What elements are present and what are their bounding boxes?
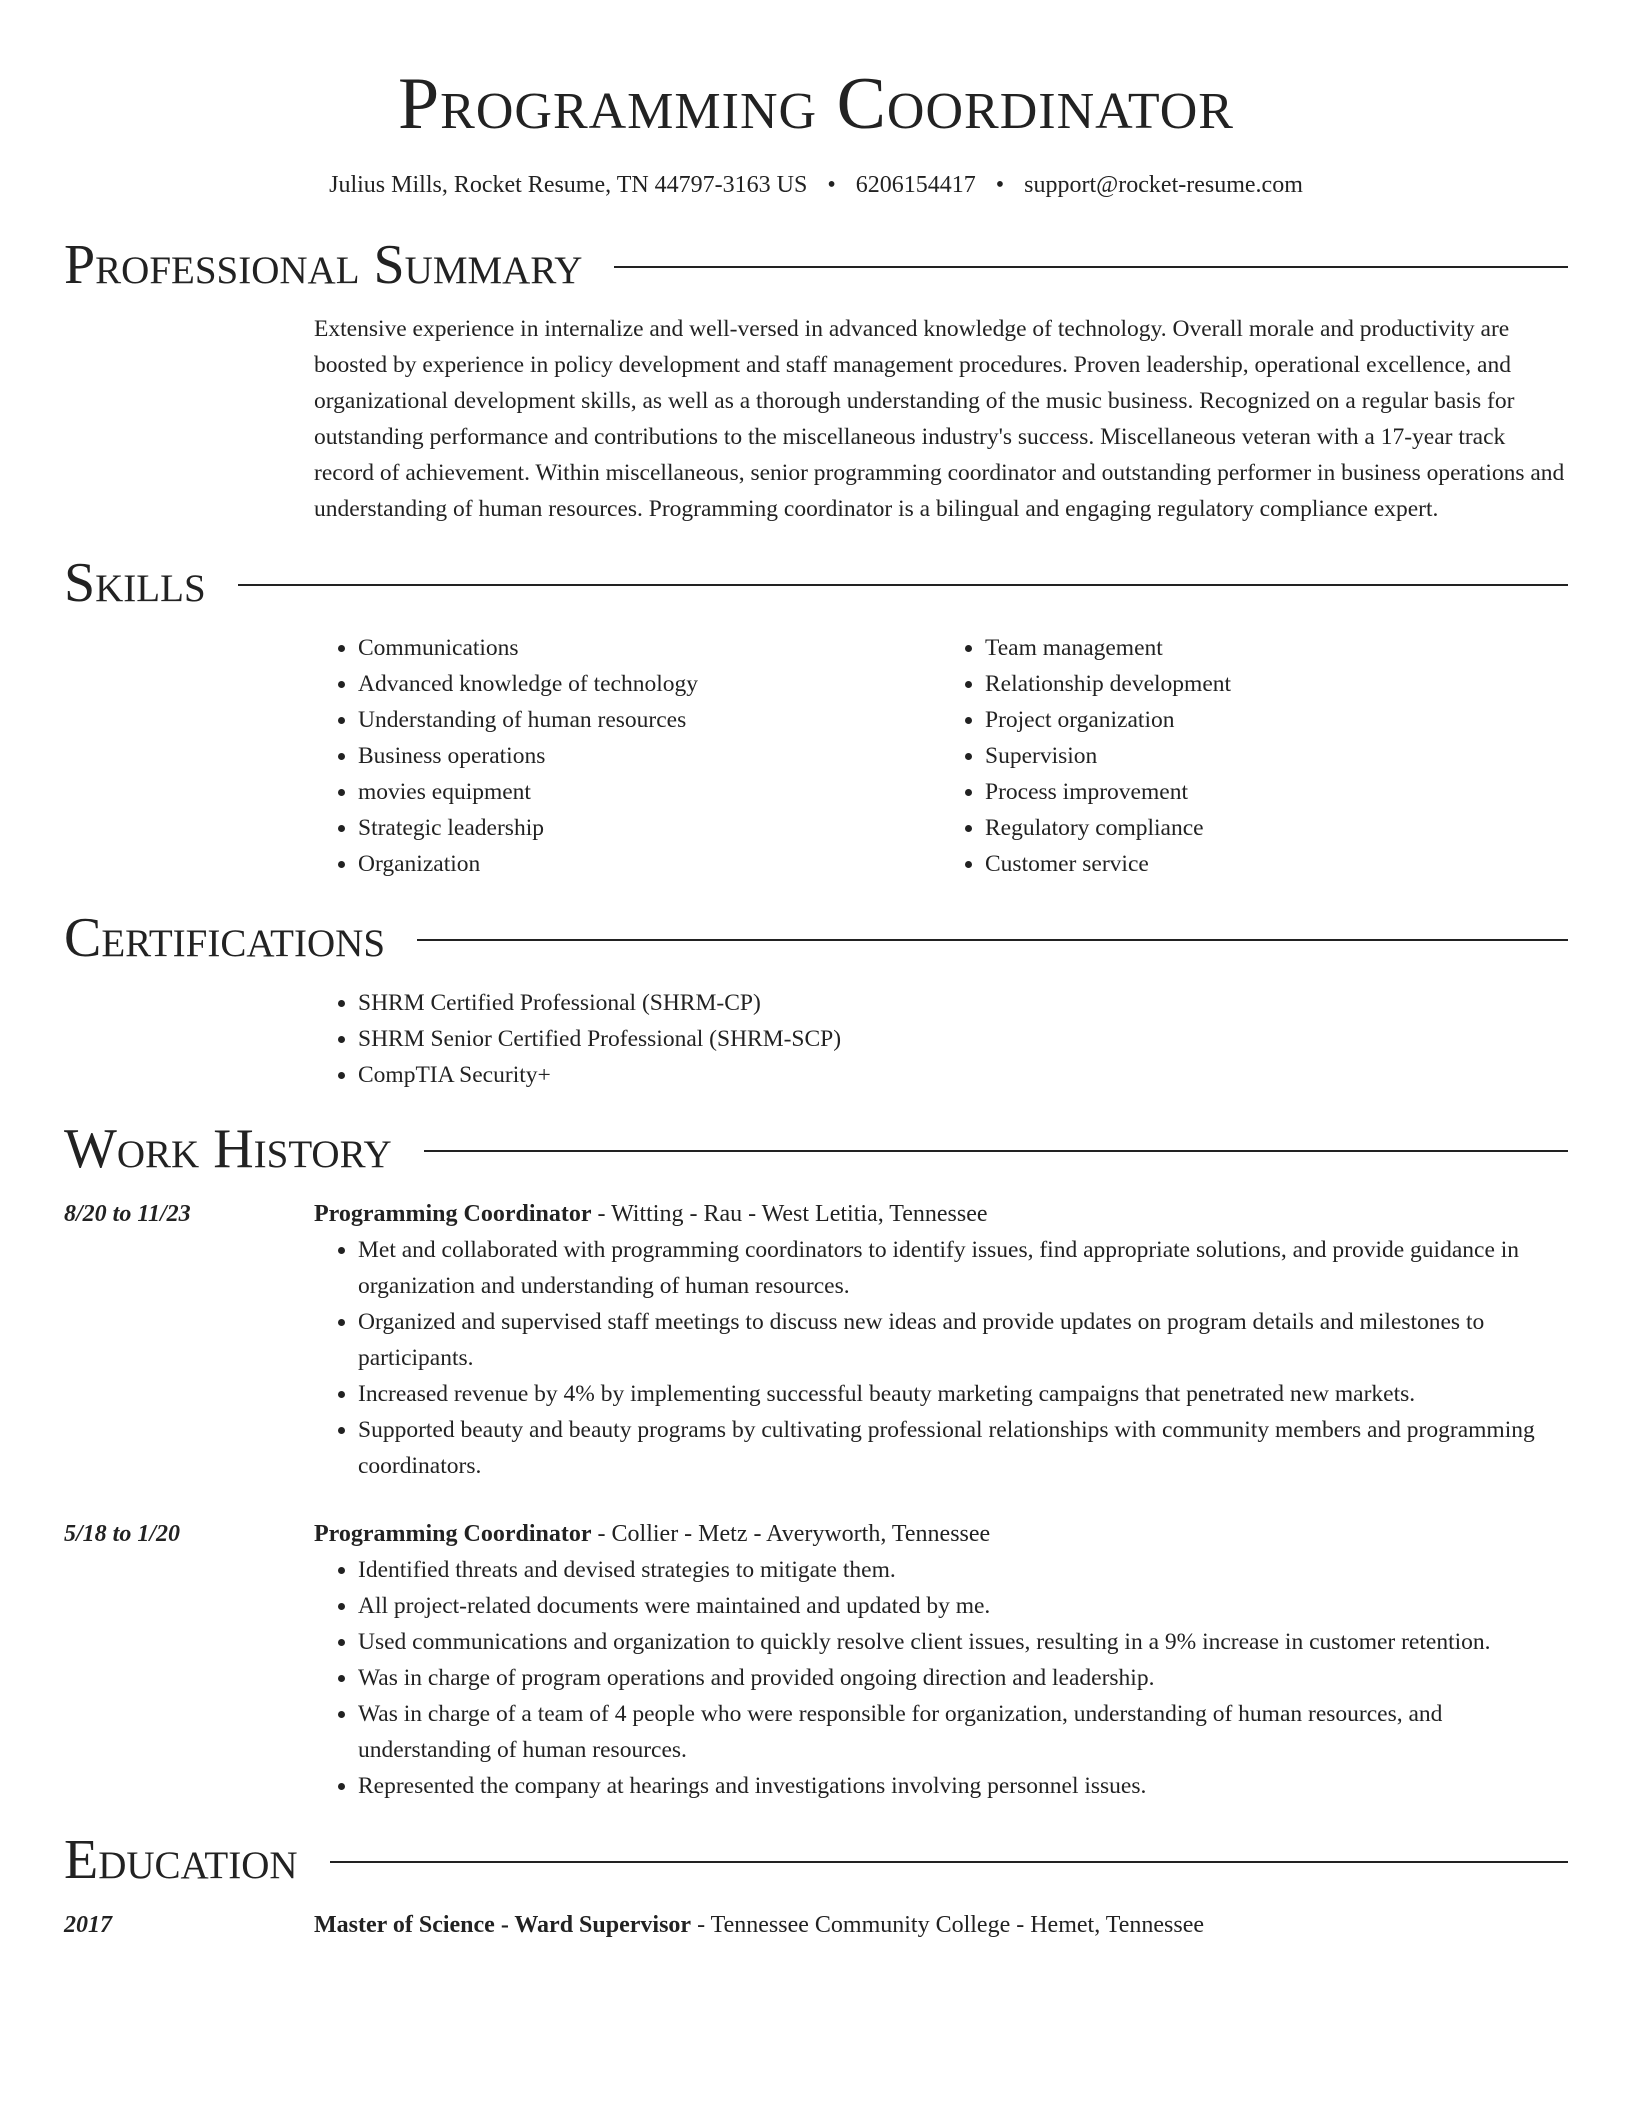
work-history-section (64, 1117, 1568, 1804)
section-divider (330, 1861, 1568, 1863)
skill-item: • Organization (358, 846, 941, 882)
section-divider (614, 266, 1568, 268)
skills-title: Skills (64, 552, 206, 614)
skills-header (64, 551, 1568, 615)
certifications-section (64, 906, 1568, 1093)
education-details (314, 1907, 1568, 1943)
candidate-name: Programming Coordinator (398, 63, 1234, 145)
job-bullet: • Identified threats and devised strategies to mitigate them. (358, 1552, 1568, 1588)
education-entry (64, 1907, 1568, 1943)
skill-item: • Team management (985, 630, 1568, 666)
skills-section (64, 551, 1568, 882)
certifications-list (314, 985, 1568, 1093)
summary-title: Professional Summary (64, 234, 583, 296)
job-company: - Witting - Rau - West Letitia, Tennessee (591, 1201, 988, 1227)
job-entry (64, 1516, 1568, 1804)
contact-address: Julius Mills, Rocket Resume, TN 44797-3163 US (329, 172, 808, 198)
certifications-title: Certifications (64, 907, 386, 969)
summary-section (64, 233, 1568, 527)
education-title: Education (64, 1829, 298, 1891)
certification-item: • SHRM Certified Professional (SHRM-CP) (358, 985, 1568, 1021)
job-bullet: • Used communications and organization to quickly resolve client issues, resulting in a 9% increase in customer retention. (358, 1624, 1568, 1660)
certification-item: • SHRM Senior Certified Professional (SHRM-SCP) (358, 1021, 1568, 1057)
contact-email: support@rocket-resume.com (1024, 172, 1303, 198)
contact-separator: • (995, 172, 1005, 198)
skill-item: • Business operations (358, 738, 941, 774)
job-details (314, 1196, 1568, 1484)
skill-item: • Customer service (985, 846, 1568, 882)
job-bullet: • Was in charge of program operations and provided ongoing direction and leadership. (358, 1660, 1568, 1696)
certifications-body (314, 985, 1568, 1093)
skill-item: • Strategic leadership (358, 810, 941, 846)
skill-item: • movies equipment (358, 774, 941, 810)
job-bullet: • All project-related documents were maintained and updated by me. (358, 1588, 1568, 1624)
section-divider (238, 584, 1568, 586)
skill-item: • Relationship development (985, 666, 1568, 702)
work-history-header (64, 1117, 1568, 1181)
job-heading (314, 1196, 1568, 1232)
contact-separator: • (827, 172, 836, 198)
education-year: 2017 (64, 1912, 112, 1938)
education-section (64, 1828, 1568, 1943)
job-title: Programming Coordinator (314, 1201, 592, 1227)
summary-text: Extensive experience in internalize and well-versed in advanced knowledge of technology. Overall morale and productivity are boosted by experience in policy development and staff management procedures. Proven leadership, operational excellence, and organizational development skills, as well as a thorough understanding of the music business. Recognized on a regular basis for outstanding performance and contributions to the miscellaneous industry's success. Miscellaneous veteran with a 17-year track record of achievement. Within miscellaneous, senior programming coordinator and outstanding performer in business operations and understanding of human resources. Programming coordinator is a bilingual and engaging regulatory compliance expert. (314, 316, 1565, 522)
skill-item: • Communications (358, 630, 941, 666)
contact-line (64, 170, 1568, 200)
summary-header (64, 233, 1568, 297)
skills-list-left (314, 630, 941, 882)
contact-phone: 6206154417 (855, 172, 976, 198)
job-dates: 5/18 to 1/20 (64, 1521, 181, 1547)
job-bullets (314, 1552, 1568, 1804)
certifications-header (64, 906, 1568, 970)
job-heading (314, 1516, 1568, 1552)
job-details (314, 1516, 1568, 1804)
education-header (64, 1828, 1568, 1892)
job-bullets (314, 1232, 1568, 1484)
skill-item: • Understanding of human resources (358, 702, 941, 738)
skills-list-right (941, 630, 1568, 882)
job-bullet: • Represented the company at hearings and investigations involving personnel issues. (358, 1768, 1568, 1804)
job-bullet: • Organized and supervised staff meetings to discuss new ideas and provide updates on program details and milestones to participants. (358, 1304, 1568, 1376)
job-bullet: • Increased revenue by 4% by implementing successful beauty marketing campaigns that penetrated new markets. (358, 1376, 1568, 1412)
job-bullet: • Met and collaborated with programming coordinators to identify issues, find appropriate solutions, and provide guidance in organization and understanding of human resources. (358, 1232, 1568, 1304)
education-degree: Master of Science - Ward Supervisor (314, 1912, 692, 1938)
skill-item: • Advanced knowledge of technology (358, 666, 941, 702)
job-bullet: • Was in charge of a team of 4 people who were responsible for organization, understanding of human resources, and understanding of human resources. (358, 1696, 1568, 1768)
job-bullet: • Supported beauty and beauty programs by cultivating professional relationships with community members and programming coordinators. (358, 1412, 1568, 1484)
job-title: Programming Coordinator (314, 1521, 592, 1547)
education-heading (314, 1907, 1568, 1943)
job-dates: 8/20 to 11/23 (64, 1201, 191, 1227)
skill-item: • Regulatory compliance (985, 810, 1568, 846)
certification-item: • CompTIA Security+ (358, 1057, 1568, 1093)
skills-columns (314, 630, 1568, 882)
section-divider (417, 939, 1568, 941)
section-divider (424, 1150, 1568, 1152)
skill-item: • Project organization (985, 702, 1568, 738)
job-entry (64, 1196, 1568, 1484)
work-history-title: Work History (64, 1118, 392, 1180)
skill-item: • Process improvement (985, 774, 1568, 810)
skill-item: • Supervision (985, 738, 1568, 774)
job-company: - Collier - Metz - Averyworth, Tennessee (591, 1521, 991, 1547)
education-school: - Tennessee Community College - Hemet, Tennessee (691, 1912, 1205, 1938)
